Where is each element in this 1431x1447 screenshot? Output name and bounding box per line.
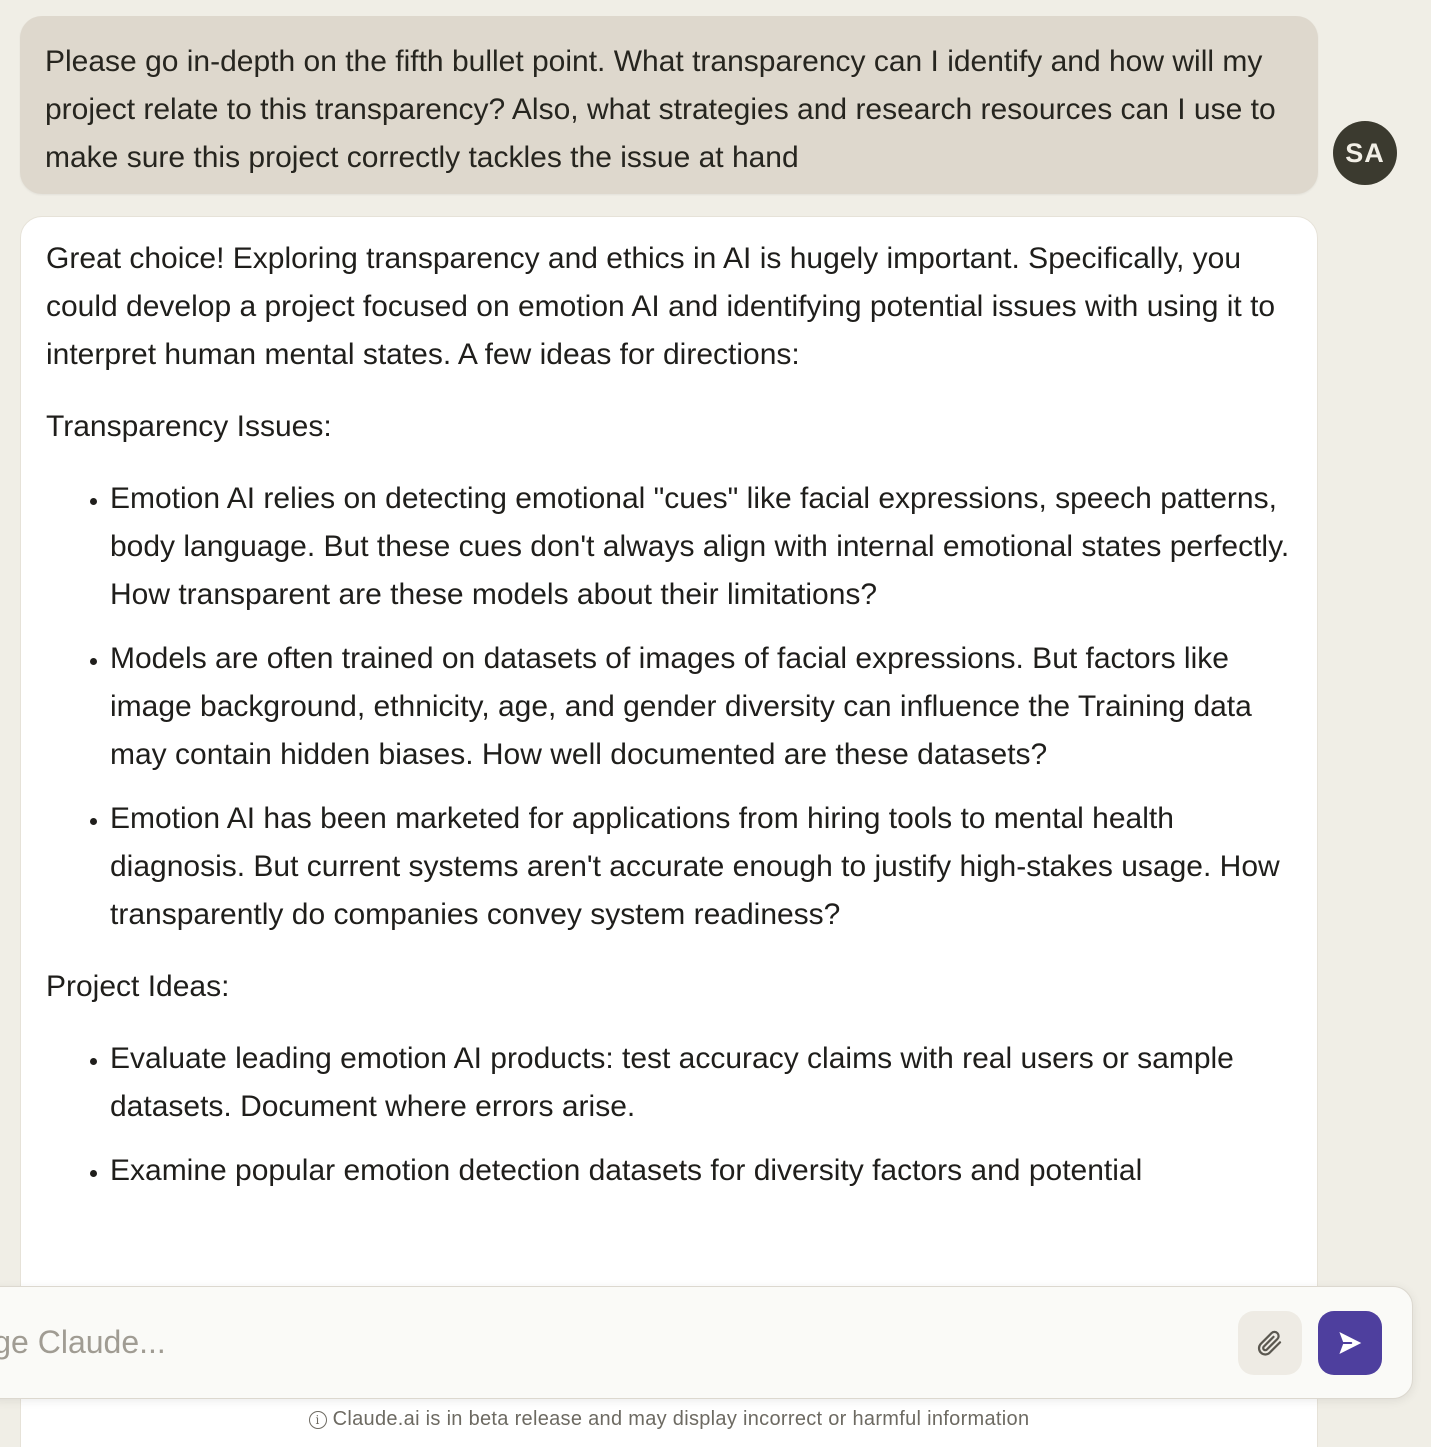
- avatar-initials: SA: [1345, 137, 1385, 168]
- paperclip-icon: [1255, 1328, 1285, 1358]
- section-heading: Transparency Issues:: [46, 410, 332, 443]
- section-heading: Project Ideas:: [46, 970, 230, 1003]
- message-composer: [0, 1286, 1413, 1399]
- list-item: • Evaluate leading emotion AI products: test accuracy claims with real users or sample datasets. Document where errors arise.: [110, 1035, 1297, 1131]
- list-item: • Emotion AI has been marketed for applications from hiring tools to mental health diagnosis. But current systems aren't accurate enough to justify high-stakes usage. How transparently do companies convey system readiness?: [110, 795, 1297, 939]
- assistant-message: [20, 216, 1318, 1447]
- bullet-list: [46, 1035, 1297, 1195]
- list-item: • Examine popular emotion detection datasets for diversity factors and potential: [110, 1147, 1297, 1195]
- info-icon: i: [309, 1411, 327, 1429]
- disclaimer-text: Claude.ai is in beta release and may display incorrect or harmful information: [332, 1408, 1030, 1430]
- beta-disclaimer: [0, 1408, 1338, 1431]
- send-button[interactable]: [1318, 1311, 1382, 1375]
- list-item: • Models are often trained on datasets of images of facial expressions. But factors like image background, ethnicity, age, and gender diversity can influence the Training data may contain hidden biases. How well documented are these datasets?: [110, 635, 1297, 779]
- user-message: [20, 16, 1318, 194]
- message-input[interactable]: [0, 1287, 1221, 1398]
- assistant-intro: Great choice! Exploring transparency and ethics in AI is hugely important. Specifically, you could develop a project focused on emotion AI and identifying potential issues with using it to interpret human mental states. A few ideas for directions:: [46, 242, 1276, 371]
- attach-button[interactable]: [1238, 1311, 1302, 1375]
- send-icon: [1335, 1328, 1365, 1358]
- bullet-list: [46, 475, 1297, 939]
- user-message-text: Please go in-depth on the fifth bullet point. What transparency can I identify and how will my project relate to this transparency? Also, what strategies and research resources can I use to make sure this project correctly tackles the issue at hand: [45, 45, 1276, 174]
- list-item: • Emotion AI relies on detecting emotional "cues" like facial expressions, speech patterns, body language. But these cues don't always align with internal emotional states perfectly. How transparent are these models about their limitations?: [110, 475, 1297, 619]
- user-avatar[interactable]: [1333, 121, 1397, 185]
